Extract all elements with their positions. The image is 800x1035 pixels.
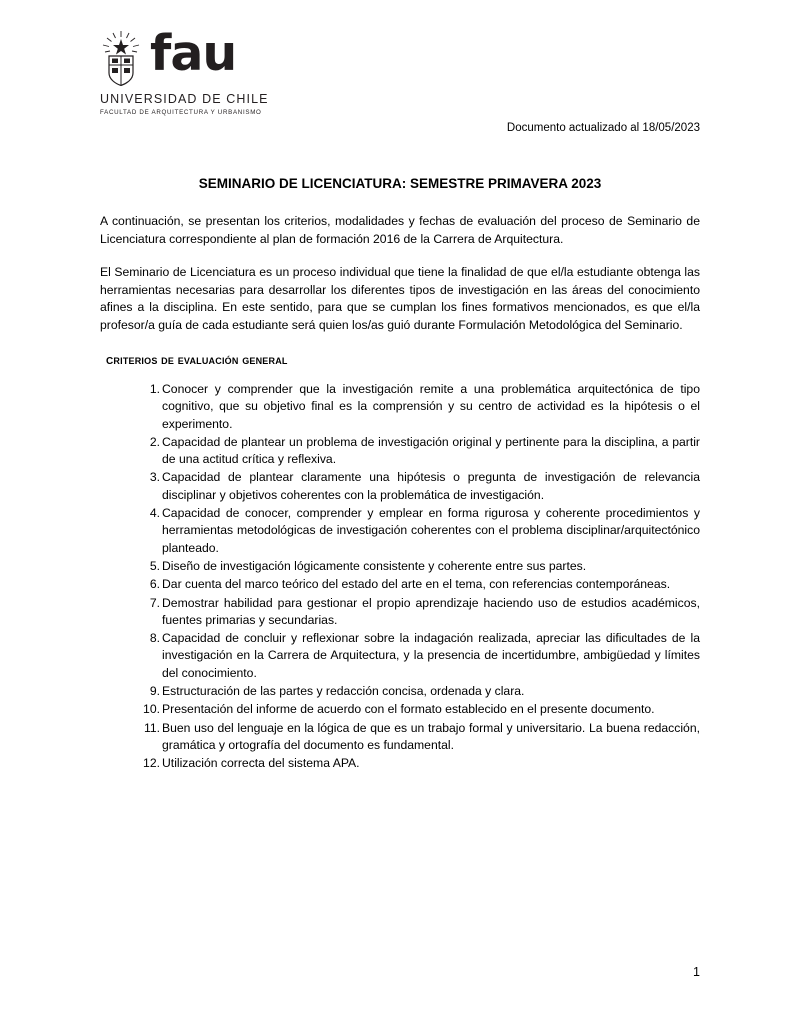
fau-wordmark: fau [150,25,237,82]
intro-paragraph-2: El Seminario de Licenciatura es un proceso individual que tiene la finalidad de que el/la estudiante obtenga las herramientas necesarias para desarrollar los diferentes tipos de investigación en las áreas del conocimiento afines a la disciplina. En este sentido, para que se cumplan los fines formativos mencionados, es que el/la profesor/a guía de cada estudiante será quien los/as guió durante Formulación Metodológica del Seminario. [100,265,700,332]
list-item: Demostrar habilidad para gestionar el propio aprendizaje haciendo uso de estudios académicos, fuentes primarias y secundarias. [162,595,700,627]
section-heading-criterios: criterios de evaluación general [106,352,288,367]
document-updated-note: Documento actualizado al 18/05/2023 [506,122,700,134]
list-item: Presentación del informe de acuerdo con el formato establecido en el presente documento. [162,702,655,717]
intro-paragraph-1: A continuación, se presentan los criterios, modalidades y fechas de evaluación del proceso de Seminario de Licenciatura correspondiente al plan de formación 2016 de la Carrera de Arquitectura. [100,214,700,246]
page-number: 1 [693,965,700,979]
list-item: Dar cuenta del marco teórico del estado del arte en el tema, con referencias contemporáneas. [162,577,671,592]
list-item: Estructuración de las partes y redacción concisa, ordenada y clara. [162,684,525,699]
criteria-list [100,381,700,773]
faculty-name: FACULTAD DE ARQUITECTURA Y URBANISMO [100,109,262,116]
document-header [100,25,700,140]
fau-logo [100,25,360,116]
list-item: Capacidad de concluir y reflexionar sobre la indagación realizada, apreciar las dificultades de la investigación en la Carrera de Arquitectura, y la presencia de incertidumbre, ambigüedad y límites del conocimiento. [162,631,700,680]
page-title: SEMINARIO DE LICENCIATURA: SEMESTRE PRIMAVERA 2023 [198,176,602,191]
universidad-de-chile-crest-icon [100,30,142,86]
list-item: Utilización correcta del sistema APA. [162,756,360,771]
list-item: Capacidad de plantear claramente una hipótesis o pregunta de investigación de relevancia disciplinar y objetivos coherentes con la problemática de investigación. [162,470,700,502]
list-item: Capacidad de plantear un problema de investigación original y pertinente para la disciplina, a partir de una actitud crítica y reflexiva. [162,434,700,467]
list-item: Diseño de investigación lógicamente consistente y coherente entre sus partes. [162,558,587,573]
list-item: Conocer y comprender que la investigación remite a una problemática arquitectónica de tipo cognitivo, que su objetivo final es la comprensión y su centro de actividad es la hipótesis o el experimento. [162,382,700,431]
list-item: Capacidad de conocer, comprender y emplear en forma rigurosa y coherente procedimientos y herramientas metodológicas de investigación coherentes con el problema disciplinar/arquitectónico planteado. [162,506,700,555]
list-item: Buen uso del lenguaje en la lógica de que es un trabajo formal y universitario. La buena redacción, gramática y ortografía del documento es fundamental. [162,720,700,752]
university-name: UNIVERSIDAD DE CHILE [100,92,269,106]
